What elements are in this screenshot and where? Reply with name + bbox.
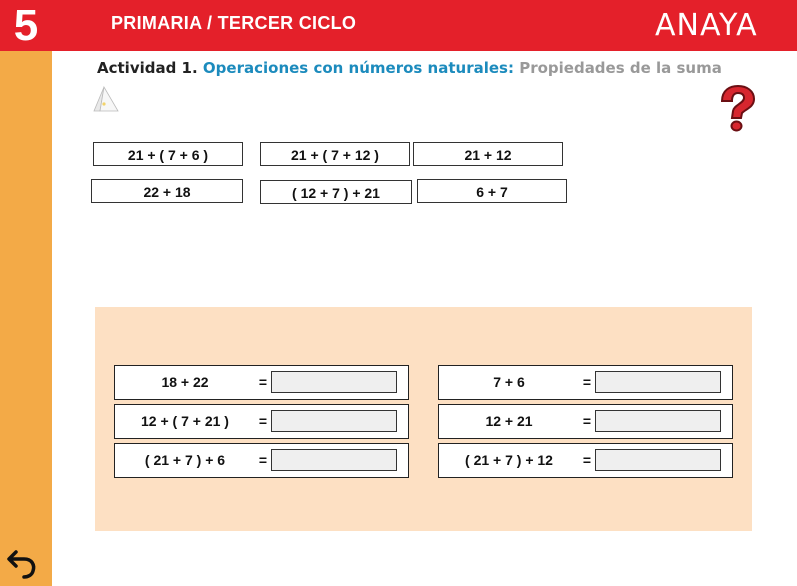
answer-input[interactable] — [271, 371, 397, 393]
answer-input[interactable] — [595, 410, 721, 432]
grade-number: 5 — [13, 1, 39, 50]
equation-expression: 12 + 21 — [485, 413, 533, 429]
expression-card[interactable]: 21 + ( 7 + 6 ) — [93, 142, 243, 166]
pyramid-icon — [92, 85, 120, 113]
anaya-logo: ANAYA — [655, 8, 758, 43]
activity-topic: Operaciones con números naturales: — [202, 59, 514, 77]
answer-input[interactable] — [271, 410, 397, 432]
activity-label: Actividad 1. — [97, 59, 198, 77]
equation-row — [114, 443, 409, 478]
answer-input[interactable] — [595, 371, 721, 393]
equation-row — [438, 365, 733, 400]
expression-card[interactable]: 6 + 7 — [417, 179, 567, 203]
equation-expression: ( 21 + 7 ) + 12 — [465, 452, 553, 468]
equals-sign: = — [582, 452, 592, 468]
equation-expression: ( 21 + 7 ) + 6 — [144, 452, 226, 468]
equation-row — [114, 404, 409, 439]
answer-panel — [95, 307, 752, 531]
equation-expression: 18 + 22 — [161, 374, 209, 390]
top-bar — [0, 0, 797, 51]
equation-expression: 7 + 6 — [493, 374, 525, 390]
equals-sign: = — [582, 374, 592, 390]
equation-expression: 12 + ( 7 + 21 ) — [141, 413, 229, 429]
expression-card[interactable]: 21 + 12 — [413, 142, 563, 166]
expression-card[interactable]: ( 12 + 7 ) + 21 — [260, 180, 412, 204]
expression-card[interactable]: 21 + ( 7 + 12 ) — [260, 142, 410, 166]
question-mark-icon[interactable] — [715, 84, 759, 132]
sidebar — [0, 51, 52, 586]
activity-subtopic: Propiedades de la suma — [519, 59, 722, 77]
level-title: PRIMARIA / TERCER CICLO — [111, 13, 357, 33]
equals-sign: = — [582, 413, 592, 429]
equation-row — [438, 404, 733, 439]
equals-sign: = — [258, 374, 268, 390]
equation-row — [438, 443, 733, 478]
back-arrow-icon[interactable] — [6, 546, 40, 580]
equals-sign: = — [258, 413, 268, 429]
activity-title — [97, 59, 722, 77]
answer-input[interactable] — [271, 449, 397, 471]
expression-card[interactable]: 22 + 18 — [91, 179, 243, 203]
equation-row — [114, 365, 409, 400]
answer-input[interactable] — [595, 449, 721, 471]
equals-sign: = — [258, 452, 268, 468]
